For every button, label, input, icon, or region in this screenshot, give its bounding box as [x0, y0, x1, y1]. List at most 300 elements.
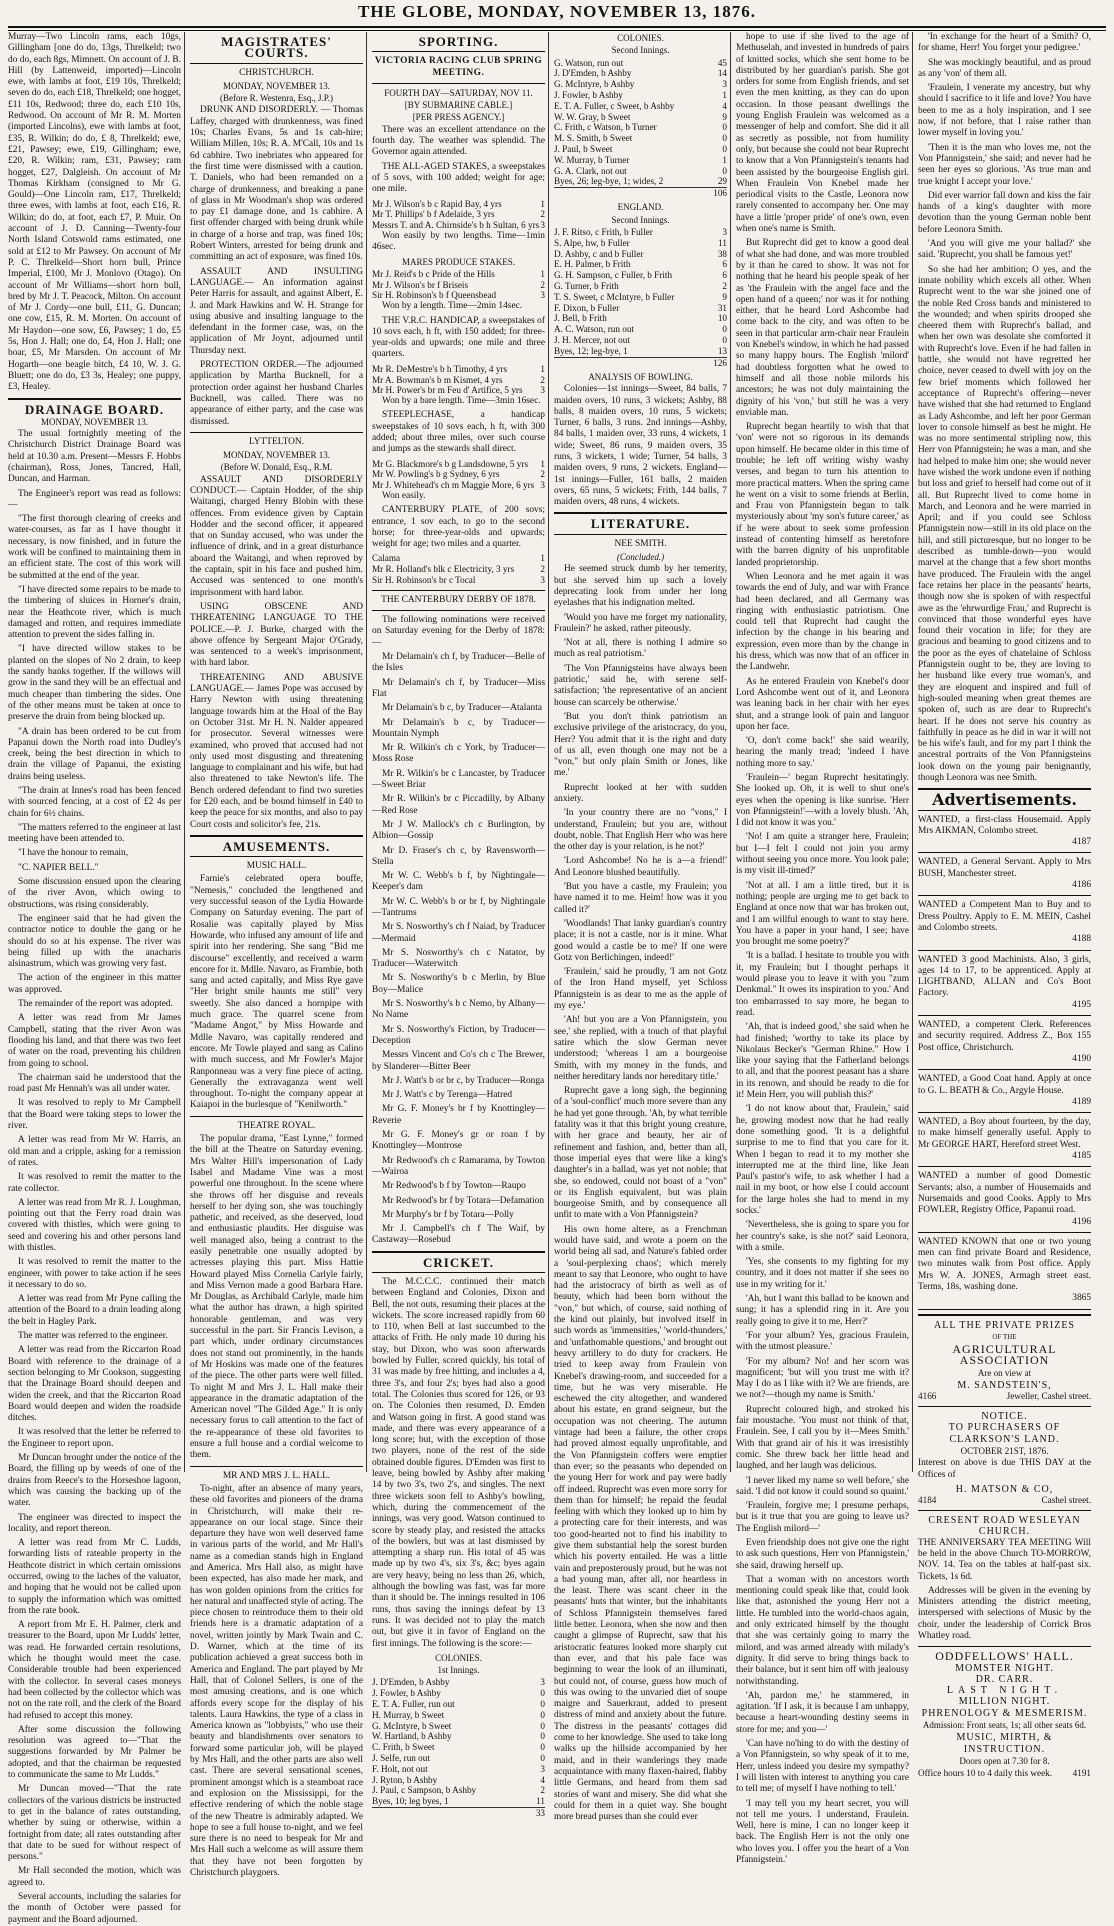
- paragraph: Mr G. F. Money's br f by Knottingley—Reverie: [372, 1104, 545, 1126]
- result-name: W. W. Gray, b Sweet: [554, 111, 631, 122]
- paragraph: 'Ah, pardon me,' he stammered, in agitation. 'If I ask, it is because I am unhappy, because a heart-wounding destiny seems in store for me; and you—': [736, 1690, 909, 1735]
- paragraph: It was resolved that the letter be referred to the Engineer to report upon.: [8, 1427, 181, 1449]
- paragraph: Mr R. Wilkin's br c Lancaster, by Traducer—Sweet Briar: [372, 768, 545, 791]
- paragraph: "I have directed some repairs to be made to the timbering of sluices in Horner's drain, near the Heathcote river, which is much damaged and rotten, and requires immediate attention to prevent the sides falling in.: [8, 584, 181, 641]
- paragraph: Mr R. Wilkin's br c Piccadilly, by Albany—Red Rose: [372, 794, 545, 816]
- result-row: [372, 469, 545, 480]
- first-innings-total: 33: [372, 1807, 545, 1819]
- result-value: 0: [722, 133, 727, 144]
- england-scores: [554, 227, 727, 357]
- result-row: [554, 68, 727, 79]
- ad-text: WANTED, a first-class Housemaid. Apply Mrs AIKMAN, Colombo street.: [918, 814, 1091, 836]
- ad-rule: [918, 1232, 1091, 1233]
- result-row: [372, 280, 545, 291]
- section-rule: [554, 534, 727, 535]
- prizes-line-1: ALL THE PRIVATE PRIZES: [934, 1319, 1075, 1331]
- christchurch-body: [190, 105, 363, 427]
- prizes-line-3: AGRICULTURAL ASSOCIATION: [952, 1342, 1057, 1368]
- column-divider: [548, 32, 549, 1472]
- oddfellows-line-3: LAST NIGHT.: [946, 1685, 1063, 1697]
- result-row: [554, 259, 727, 270]
- result-row: [372, 1677, 545, 1688]
- paragraph: Mr J. Watt's b or br c, by Traducer—Ronga: [382, 1075, 545, 1086]
- paragraph: Mr G. F. Money's gr or roan f by Knottingley—Montrose: [372, 1130, 545, 1152]
- result-name: G. Watson, run out: [554, 57, 624, 68]
- result-row: [554, 58, 727, 69]
- paragraph: USING OBSCENE AND THREATENING LANGUAGE TO THE POLICE.—P. J. Burke, charged with the above offence by Sergeant Major O'Grady, was sentenced to a week's imprisonment, with hard labor.: [190, 601, 363, 669]
- christchurch-date: MONDAY, NOVEMBER 13.: [222, 80, 330, 91]
- paragraph: Messrs Vincent and Co's ch c The Brewer, by Slanderer—Bitter Beer: [372, 1050, 545, 1072]
- result-row: [554, 133, 727, 144]
- story-conclusion: [918, 32, 1091, 784]
- ad-rule: [918, 1015, 1091, 1016]
- ad-number: 4196: [1072, 1216, 1091, 1227]
- result-row: [554, 346, 727, 357]
- result-row: [554, 249, 727, 260]
- result-name: Byes, 26; leg-bye, 1; wides, 2: [554, 176, 664, 187]
- vrc-by-agency: [PER PRESS AGENCY.]: [412, 112, 505, 123]
- result-value: 11: [718, 237, 727, 248]
- second-innings-head: Second Innings.: [611, 45, 670, 56]
- paragraph: 'Can have no'hing to do with the destiny of a Von Pfannigstein, so why speak of it to me, Herr, unless indeed you desire my sympathy? I will listen with interest to anything you care to tell me; of myself I have nothing to tell.': [736, 1739, 909, 1795]
- result-row: [554, 144, 727, 155]
- steeple-results: [372, 459, 545, 491]
- column-5: [736, 32, 909, 1866]
- paragraph: A letter was read from Mr James Campbell, stating that the river Avon was flooding his land, and that there was two feet of water on the road, preventing his children from going to school.: [8, 1013, 181, 1069]
- paragraph: 'In your country there are no "vons," I understand, Fraulein; but you are, without doubt, noble. That English Herr who was here the other day is your relation, is he not?': [554, 808, 727, 853]
- magistrates-title: MAGISTRATES' COURTS.: [221, 34, 332, 61]
- result-value: 3: [540, 290, 545, 301]
- ad-rule: [918, 1309, 1091, 1310]
- lyttelton-body: [190, 475, 363, 831]
- oddfellows-line-7: MUSIC, MIRTH, & INSTRUCTION.: [956, 1732, 1053, 1755]
- sporting-title: SPORTING.: [418, 34, 499, 49]
- classified-ad: [918, 1020, 1091, 1070]
- paragraph: Mr S. Nosworthy's Fiction, by Traducer—Deception: [372, 1024, 545, 1046]
- ad-text: WANTED 3 good Machinists. Also, 3 girls, ages 14 to 17, to be apprenticed. Apply at LIGHTBAND, ALLAN and Co's Boot Factory.: [918, 954, 1091, 999]
- paragraph: Mr S. Nosworthy's b c Nemo, by Albany—No Name: [372, 999, 545, 1021]
- result-row: [554, 270, 727, 281]
- result-row: [554, 303, 727, 314]
- result-value: 2: [540, 279, 545, 290]
- colonies-second-scores: [554, 58, 727, 188]
- paragraph: 'Fraulein,' said he proudly, 'I am not Gotz of the Iron Hand myself, yet Schloss Pfannigstein is as dear to me as the apple of my eye.': [554, 967, 727, 1012]
- paragraph: It was resolved to remit the matter to the engineer, with power to take action if he sees it necessary to do so.: [8, 1257, 181, 1290]
- oddfellows-head: ODDFELLOWS' HALL.: [935, 1649, 1074, 1664]
- column-6: [918, 32, 1091, 1779]
- paragraph: A letter was read from Mr C. Ludds, forwarding lists of rateable property in the Heathcote district in which certain omissions occurred, owing to the laches of the valuator, and hoping that he would not be called upon to supply the information which was omitted from the rate book.: [8, 1538, 181, 1616]
- result-name: Mr R. Holland's blk c Electricity, 3 yrs: [372, 564, 515, 575]
- paragraph: Ruprecht gave a long sigh, the beginning of a 'soul-conflict' much more severe than any he had yet gone through. 'Ah, by what terrible fatality was it that this bright young creature, with her grace and beauty, her air of refinement and fashion, and, better than all, those imperial eyes that were like a king's daughter's in a ballad, was yet not noble; that she, so endowed, could not boast of a "von" or its English equivalent, but was plain bourgeoise Smith, and by consequence all unfit to mate with a Von Pfannigstein?: [554, 1086, 727, 1221]
- paragraph: A letter was read from Mr Pyne calling the attention of the Board to a drain leading along the belt in Hagley Park.: [8, 1294, 181, 1327]
- paragraph: Mr Murphy's br f by Totara—Polly: [382, 1209, 514, 1220]
- ad-number: 4189: [1072, 1096, 1091, 1107]
- result-name: H. Murray, b Sweet: [372, 1709, 445, 1720]
- section-rule: [372, 590, 545, 591]
- paragraph: ASSAULT AND INSULTING LANGUAGE.— An information against Peter Harris for assault, and against Albert, E. J. and Mark Hawkins and W. H. Strange for using abusive and insulting language to the defendant in the former case, was, on the application of Mr Joynt, adjourned until Thursday next.: [190, 266, 363, 356]
- notice-firm: H. MATSON & CO,: [955, 1483, 1054, 1495]
- ad-rule: [918, 1112, 1091, 1113]
- paragraph: PROTECTION ORDER.—The adjourned application by Martha Bucknell, for a protection order against her husband Charles Bucknell, was called. There was no appearance of either party, and the case was dismissed.: [190, 360, 363, 427]
- result-value: 0: [540, 1742, 545, 1753]
- paragraph: So she had her ambition; O yes, and the innate nobility which excels all other. When Ruprecht went to the war she joined one of the noble Red Cross bands and ministered to the wounded; and when spirits drooped she cheered them with Ruprecht's ballad, and when her own was desolate she comforted it with Ruprecht's love. Even if he had fallen in battle, she would not have regretted her choice, never ceased to dwell with joy on the few brief moments which followed her acceptance of Ruprecht's offering—never have wished that she had returned to England as Lady Ashcombe, and left her poor German lover to console himself as best he might. He was no more sentimental stripling now, this Herr von Pfannigstein; he was a man, and she had helped to make him one; she would never have wished the work undone even if nothing but loss and grief to herself had come out of it all. But Ruprecht lived to come home in March, and Leonora and he were married in April; and if you could see Schloss Pfannigstein now—still in its old place on the hill, and still picturesque, but no longer to be described as tumble-down—you would marvel at the change that a few short months have produced. The Fraulein with the angel face retains her place in the peasants' hearts, though now she is spoken of with respectful awe as the 'ehrwurdige Frau,' and Ruprecht is convinced that those wonderful eyes have found their vocation in life; for they are gracious and beaming to good citizens and to the poor as the eyes of chatelaine of Schloss Pfannigstein ought to be, they are loving to her husband like every true woman's, and they are eloquent and inspired and full of high-souled meaning when great themes are spoken of, such as are dear to Ruprecht's heart. If he does not serve his country as faithfully in peace as he did in war it will not be his wife's fault, and for my part I think the ancestral portraits of the Von Pfannigsteins look down on the young pair benignantly, though Leonora was nee Smith.: [918, 264, 1091, 783]
- result-name: S. Alpe, hw, b Fuller: [554, 237, 630, 248]
- result-row: [372, 1710, 545, 1721]
- result-row: [372, 1764, 545, 1775]
- paragraph: 'Fraulein, forgive me; I presume perhaps, but is it true that you are going to leave us? The English milord—': [736, 1501, 909, 1534]
- result-name: Mr J. Wilson's br f Briseis: [372, 279, 469, 290]
- paragraph: Mr Hall seconded the motion, which was agreed to.: [8, 1866, 181, 1888]
- notice-date: OCTOBER 21ST, 1876.: [960, 1446, 1049, 1457]
- paragraph: Mr R. Wilkin's ch c York, by Traducer—Moss Rose: [372, 743, 545, 765]
- result-name: J. Fowler, b Ashby: [372, 1688, 441, 1699]
- section-rule: [372, 1251, 545, 1253]
- theatre-royal-body: [190, 1134, 363, 1462]
- paragraph: The engineer was directed to inspect the locality, and report thereon.: [8, 1512, 181, 1534]
- result-name: J. F. Ritso, c Frith, b Fuller: [554, 227, 653, 238]
- result-value: 45: [717, 57, 727, 68]
- ad-text: WANTED, a competent Clerk. References and security required. Address Z., Box 155 Post office, Christchurch.: [918, 1020, 1091, 1053]
- result-name: Mr R. DeMestre's b h Timothy, 4 yrs: [372, 363, 508, 374]
- result-row: [372, 290, 545, 301]
- result-value: 0: [722, 335, 727, 346]
- vrc-head: VICTORIA RACING CLUB SPRING MEETING.: [374, 56, 543, 78]
- result-row: [372, 385, 545, 396]
- result-value: 0: [540, 1709, 545, 1720]
- result-value: 0: [540, 1720, 545, 1731]
- masthead: THE GLOBE, MONDAY, NOVEMBER 13, 1876.: [358, 2, 756, 21]
- paragraph: A letter was read from Mr R. J. Loughman, pointing out that the Ferry road drain was covered with thistles, which were going to seed and covering his and other persons land with thistles.: [8, 1197, 181, 1253]
- paragraph: The chairman said he understood that the road past Mr Hennah's was all under water.: [8, 1072, 181, 1095]
- result-name: Mr G. Blackmore's b g Landsdowne, 5 yrs: [372, 458, 529, 469]
- result-name: Calama: [372, 553, 401, 564]
- section-rule: [190, 63, 363, 64]
- result-name: J. Selfe, run out: [372, 1752, 430, 1763]
- paragraph: After some discussion the following resolution was agreed to—"That the suggestions forwarded by Mr Palmer be adopted, and that the chairman be requested to communicate the same to Mr Ludds.": [8, 1724, 181, 1781]
- england-head: ENGLAND.: [617, 202, 664, 213]
- classified-ad: [918, 857, 1091, 896]
- result-row: [372, 459, 545, 470]
- section-rule: [554, 512, 727, 514]
- result-value: 0: [722, 143, 727, 154]
- oddfellows-number: 4191: [1072, 1768, 1091, 1779]
- prizes-line-2: OF THE: [992, 1332, 1017, 1341]
- paragraph: It was resolved to remit the matter to the rate collector.: [8, 1172, 181, 1194]
- paragraph: Farnie's celebrated opera bouffe, "Nemesis," concluded the lengthened and very successful season of the Lydia Howarde Company on Saturday evening. The part of Rosalie was capitally played by Miss Howarde, who infused any amount of life and spirit into her rendering. She sang "Bid me discourse" excellently, and received a warm encore for it. Mdlle. Navaro, as Frambie, both sang and acted capitally, and Miss Rye gave "Her bright smile haunts me still" very sweetly. She also danced a hornpipe with much grace. The quarrel scene from "Madame Angot," by Miss Howarde and Mdlle Navaro, was capitally rendered and encore. Mr Towle played and sang as Calino with much success, and Mr Fowler's Major Ranponneau was a very fine piece of acting. Generally the extravaganza went well throughout. To-night the company appear at Kaiapoi in the burlesque of "Kenilworth.": [190, 874, 363, 1111]
- mares-won: Won by a length. Time—2min 14sec.: [382, 301, 523, 312]
- paragraph: Mr W. C. Webb's b or br f, by Nightingale—Tantrums: [372, 896, 545, 918]
- result-row: [554, 101, 727, 112]
- theatre-royal-head: THEATRE ROYAL.: [237, 1120, 316, 1131]
- cricket-title: CRICKET.: [423, 1254, 494, 1270]
- derby-nominations: [372, 652, 545, 1247]
- result-name: M. S. Smith, b Sweet: [554, 133, 633, 144]
- lyttelton-head: LYTTELTON.: [248, 436, 305, 447]
- result-value: 2: [540, 374, 545, 385]
- music-hall-body: [190, 874, 363, 1111]
- result-row: [372, 1688, 545, 1699]
- paragraph: The usual fortnightly meeting of the Christchurch District Drainage Board was held at 10.30 a.m. Present—Messrs F. Hobbs (chairman), Ross, Jones, Tancred, Hall, Duncan, and Harman.: [8, 429, 181, 485]
- paragraph: Mr S. Nosworthy's ch c Natator, by Traducer—Waterwitch: [372, 947, 545, 970]
- result-value: 3: [722, 79, 727, 90]
- ad-number: 4185: [1072, 1151, 1091, 1162]
- story-continued: [736, 32, 909, 1866]
- colonies-second-total: 106: [554, 187, 727, 199]
- result-row: [554, 281, 727, 292]
- handicap-won: Won by a bare length. Time—3min 16sec.: [382, 396, 541, 407]
- result-value: 0: [722, 324, 727, 335]
- result-row: [554, 166, 727, 177]
- ad-rule: [918, 1069, 1091, 1070]
- result-name: E. H. Palmer, b Frith: [554, 259, 631, 270]
- england-innings-head: Second Innings.: [611, 214, 670, 225]
- result-value: 1: [540, 363, 545, 374]
- result-value: 4: [540, 1774, 545, 1785]
- paragraph: THREATENING AND ABUSIVE LANGUAGE.— James Pope was accused by Harry Newton with using threatening language towards him at the Hoal of the Bay on October 31st. Mr H. N. Nalder appeared for prosecutor. Several witnesses were examined, who proved that accused had not only used most disgusting and threatening language to complainant and his wife, but had also threatened to take Newton's life. The Bench ordered defendant to find two sureties for £20 each, and be bound himself in £40 to keep the peace for six months, and also to pay Court costs and solicitor's fee, 21s.: [190, 672, 363, 830]
- result-name: J. H. Mercer, not out: [554, 335, 630, 346]
- paragraph: He seemed struck dumb by her temerity, but she served him up such a lovely deprecating look from under her long eyelashes that his indignation melted.: [554, 564, 727, 609]
- result-name: A. C. Watson, run out: [554, 324, 634, 335]
- ad-number: 4190: [1072, 1053, 1091, 1064]
- paragraph: Mr Redwood's ch c Ramarama, by Towton—Wairoa: [372, 1155, 545, 1177]
- drainage-body: [8, 429, 181, 1926]
- bowling-head: ANALYSIS OF BOWLING.: [588, 371, 693, 382]
- result-row: [554, 112, 727, 123]
- literature-title: LITERATURE.: [590, 516, 691, 532]
- paragraph: Ruprecht looked at her with sudden anxiety.: [554, 782, 727, 804]
- paragraph: Mr Delamain's ch f, by Traducer—Miss Flat: [372, 677, 545, 699]
- paragraph: 'Ah, that is indeed good,' she said when he had finished; 'worthy to take its place by Nikolaus Becker's "German Rhine." How I like your saying that the Fatherland belongs to all, and that the poorest peasant has a share in its renown, and should be ready to die for it! Mein Herr, you will publish this?': [736, 1022, 909, 1101]
- paragraph: It was resolved to reply to Mr Campbell that the Board were taking steps to lower the river.: [8, 1098, 181, 1132]
- paragraph: 'In exchange for the heart of a Smith? O, for shame, Herr! You forget your pedigree.': [918, 32, 1091, 54]
- paragraph: Mr Delamain's ch f, by Traducer—Belle of the Isles: [372, 652, 545, 674]
- result-row: [372, 575, 545, 586]
- result-name: E. T. A. Fuller, c Sweet, b Ashby: [554, 100, 675, 111]
- result-row: [554, 227, 727, 238]
- paragraph: 'But you have a castle, my Fraulein; you have named it to me. Heim! how was it you called it?': [554, 882, 727, 915]
- paragraph: Some discussion ensued upon the clearing of the river Avon, which owing to obstructions, was rising considerably.: [8, 877, 181, 910]
- paragraph: The remainder of the report was adopted.: [18, 999, 173, 1010]
- paragraph: 'The Von Pfannigsteins have always been patriotic,' said he, with serene self-satisfaction; 'the representative of an ancient house can scarcely be otherwise.': [554, 663, 727, 708]
- paragraph: Mr Duncan moved—"That the rate collectors of the various districts be instructed to get in the balance of rates outstanding, whether by suing or otherwise, within a fortnight from date; all rates outstanding after that date to be sued for without respect of persons.": [8, 1784, 181, 1863]
- masthead-rule: [8, 26, 1106, 31]
- oddfellows-line-9: Office hours 10 to 4 daily this week.: [918, 1768, 1053, 1779]
- paragraph: Ruprecht coloured high, and stroked his fair moustache. 'You must not think of that, Fraulein. See, I call you by it—Mees Smith.' With that grand air of his it was irresistibly comic. She threw back her little head and laughed, and her laugh was delicious.: [736, 1404, 909, 1472]
- prizes-line-4: Are on view at: [977, 1367, 1032, 1378]
- column-4: [554, 32, 727, 1823]
- result-name: Sir H. Robinson's br c Tocal: [372, 575, 476, 586]
- result-name: J. Paul, c Sampson, b Ashby: [372, 1785, 477, 1796]
- vrc-handicap-desc: THE V.R.C. HANDICAP, a sweepstakes of 10 sovs each, h ft, with 150 added; for three-year-olds and upwards; one mile and three quarters.: [372, 315, 545, 360]
- plate-desc: CANTERBURY PLATE, of 200 sovs; entrance, 1 sov each, to go to the second horse; for three-year-olds and upwards; weight for age; two miles and a quarter.: [372, 505, 545, 550]
- paragraph: 'Yes, she consents to my fighting for my country, and it does not matter if she sees no use in my writing for it.': [736, 1257, 909, 1290]
- result-value: 0: [722, 122, 727, 133]
- hall-head: MR AND MRS J. L. HALL.: [222, 1470, 331, 1481]
- paragraph: 'Ah! but you are a Von Pfannigstein, you see,' she replied, with a touch of that playful satire which the slow German never understood; 'whereas I am a bourgeoise Smith, with my money in the funds, and neither hereditary lands nor hereditary title.': [554, 1015, 727, 1082]
- england-total: 126: [554, 357, 727, 369]
- paragraph: Mr J. Watt's c by Terenga—Hatred: [382, 1090, 513, 1101]
- paragraph: Several accounts, including the salaries for the month of October were passed for payment and the Board adjourned.: [8, 1892, 181, 1925]
- oddfellows-line-8: Doors open at 7.30 for 8.: [959, 1755, 1050, 1766]
- paragraph: But Ruprecht did get to know a good deal of what she had done, and was more troubled by it than he cared to show. It was not for nothing that he heard his people speak of her as 'the Fraulein with the angel face and the open hand of a queen;' nor was it for nothing either, that he heard Lord Ashcombe had come back to the city, and was often to be seen in that particular arm-chair near Fraulein von Knebel's window, in which he had passed so many happy hours. The English 'milord' had doubtless forgotten what he owed to himself and all those noble milords his ancestors; he was not duly maintaining the dignity of his 'von,' but still he was a very enviable man.: [736, 238, 909, 418]
- result-row: [554, 155, 727, 166]
- column-3: [372, 32, 545, 1818]
- paragraph: 'I do not know about that, Fraulein,' said he, growing modest now that he had really done something good. 'It is a delightful surprise to me to find that you care for it. When I began to read it to my mother she interrupted me at the third line, like Jean Paul's pastor's wife, to ask whether I had a nail in my boot, or how else I could account for the large holes she had to mend in my socks.': [736, 1104, 909, 1216]
- result-value: 0: [540, 1698, 545, 1709]
- paragraph: Mr W. C. Webb's b f, by Nightingale—Keeper's dam: [372, 871, 545, 893]
- result-row: [372, 1785, 545, 1796]
- paragraph: The popular drama, "East Lynne," formed the bill at the Theatre on Saturday evening. Mrs Walter Hill's impersonation of Lady Isabel and Madame Vine was a most powerful one throughout. In the scene where she throws off her disguise and reveals herself to her dying son, she was touchingly pathetic, and received, as she deserved, loud and enthusiastic plaudits. Her disguise was well managed also, being a contrast to the easily penetrable one usually adopted by actresses playing this part. Miss Hattie Howard played Miss Cornelia Carlyle fairly, and Miss Vernon made a good Barbara Hare. Mr Douglas, as Archibald Carlyle, made him what the author has drawn, a high spirited honorable gentleman, and was very successful in the part. Sir Francis Levison, a part which, under ordinary circumstances does not stand out prominently, in the hands of Mr Hoskins was made one of the features of the piece. The other parts were well filled. To night M and Mrs J. L. Hall make their appearance in the dramatic adaptation of the American novel "The Gilded Age." It is only necessary forus to call attention to the fact of the re-appearance of these old favorites to ensure a full house and a cordial welcome to them.: [190, 1134, 363, 1461]
- notice-body: Interest on above is due THIS DAY at the Offices of: [918, 1458, 1091, 1480]
- paragraph: Mr Delamain's b c, by Traducer—Atalanta: [382, 703, 542, 714]
- classified-ad: [918, 900, 1091, 950]
- result-value: 1: [540, 198, 545, 209]
- result-row: [372, 375, 545, 386]
- paragraph: A report from Mr E. H. Palmer, clerk and treasurer to the Board, upon Mr Ludds' letter, was read. He forwarded certain resolutions, which he thought would meet the case. Considerable trouble had been experienced with the collector. In several cases moneys had been collected by the collector which was not on the rate roll, and the clerk of the Board had refused to accept this money.: [8, 1620, 181, 1721]
- result-value: 0: [540, 1731, 545, 1742]
- paragraph: Mr D. Fraser's ch c, by Ravensworth—Stella: [372, 845, 545, 867]
- section-rule: [190, 835, 363, 837]
- result-row: [372, 1731, 545, 1742]
- result-name: W. Murray, b Turner: [554, 154, 630, 165]
- result-row: [372, 1753, 545, 1764]
- result-name: Mr T. Phillips' b f Adelaide, 3 yrs: [372, 209, 495, 220]
- bowling-analysis: Colonies—1st innings—Sweet, 84 balls, 7 maiden overs, 10 runs, 3 wickets; Ashby, 88 balls, 8 maiden overs, 10 runs, 5 wickets; Turner, 6 balls, 3 runs. 2nd innings—Ashby, 84 balls, 1 maiden over, 33 runs, 4 wickets, 1 wide; Sweet, 86 runs, 9 maiden overs, 35 runs, 3 wickets, 1 wide; Turner, 54 balls, 3 maiden overs, 9 runs, 2 wickets. England—1st innings—Fuller, 161 balls, 2 maiden overs, 65 runs, 5 wickets; Frith, 144 balls, 7 maiden overs, 48 runs, 4 wickets.: [554, 384, 727, 508]
- result-row: [372, 480, 545, 491]
- result-value: 3: [722, 227, 727, 238]
- result-name: J. Paul, b Sweet: [554, 143, 613, 154]
- paragraph: 'Fraulein, I venerate my ancestry, but why should I sacrifice to it life and love? You have been to me as a holy inspiration, and I see now, if not before, that I raise rather than lower myself in loving you.': [918, 83, 1091, 139]
- classified-ad: [918, 1237, 1091, 1310]
- result-value: 9: [722, 291, 727, 302]
- paragraph: 'For your album? Yes, gracious Fraulein, with the utmost pleasure.': [736, 1330, 909, 1353]
- result-name: Mr A. Bowman's b m Kismet, 4 yrs: [372, 374, 503, 385]
- column-divider: [184, 32, 185, 1472]
- result-value: 1: [722, 89, 727, 100]
- classified-ad: [918, 815, 1091, 854]
- section-rule: [918, 1406, 1091, 1407]
- story-concluded: (Concluded.): [616, 552, 665, 563]
- amusements-title: AMUSEMENTS.: [222, 838, 331, 854]
- paragraph: hope to use if she lived to the age of Methuselah, and invested in hundreds of pairs of knitted socks, which she sent home to be distributed by her guardian's parish. She got orders for some from English friends, and set even the men knitting, as they can do upon occasion. In those peasant dwellings the young English Fraulein was welcomed as a messenger of help and comfort. She did it all as secretly as possible, not from humility only, but because she could not bear Ruprecht to know that a Von Pfannigstein's tenants had been assisted by the bourgeoise English girl. When Fraulein Von Knebel made her periodical visits to the Castle, Leonora now rarely consented to accompany her. One may have a little 'proper pride' of one's own, even when one's name is Smith.: [736, 32, 909, 235]
- section-rule: [372, 610, 545, 611]
- story-body: [554, 564, 727, 1823]
- notice-number: 4184: [918, 1495, 937, 1506]
- hall-body: [190, 1484, 363, 1879]
- result-row: [372, 269, 545, 280]
- result-value: 2: [540, 469, 545, 480]
- paragraph: 'I may tell you my heart secret, you will not tell me yours. I understand, Fraulein. Well, here is mine, I can no longer keep it back. The English Herr is not the only one who loves you. I offer you the heart of a Von Pfannigstein.': [736, 1798, 909, 1866]
- oddfellows-line-2: DR. CARR.: [975, 1673, 1034, 1685]
- result-name: Mr J. Wilson's b c Rapid Bay, 4 yrs: [372, 198, 502, 209]
- paragraph: 'Not at all, there is nothing I admire so much as real patriotism.': [554, 638, 727, 660]
- result-name: J. D'Emden, b Ashby: [554, 68, 632, 79]
- paragraph: 'Ah, but I want this ballad to be known and sung; it has a splendid ring in it. Are you really going to give it to me, Herr?': [736, 1294, 909, 1327]
- result-name: J. Fowler, b Ashby: [554, 89, 623, 100]
- notice-head: TO PURCHASERS OF CLARKSON'S LAND.: [948, 1422, 1061, 1445]
- paragraph: 'Nevertheless, she is going to spare you for her country's sake, is she not?' said Leonora, with a smile.: [736, 1220, 909, 1253]
- result-name: Messrs T. and A. Chirnside's b h Sultan, 6 yrs: [372, 220, 540, 231]
- result-name: F. Holt, not out: [372, 1763, 428, 1774]
- column-1: [8, 32, 181, 1925]
- section-rule: [918, 1314, 1091, 1316]
- drainage-date: MONDAY, NOVEMBER 13.: [40, 416, 148, 427]
- result-value: 2: [722, 281, 727, 292]
- result-value: 3: [540, 1763, 545, 1774]
- result-name: Mr J. Reid's b c Pride of the Hills: [372, 268, 495, 279]
- paragraph: The Engineer's report was read as follows:—: [8, 488, 181, 510]
- classified-ad: [918, 955, 1091, 1016]
- result-name: D. Ashby, c and b Fuller: [554, 248, 644, 259]
- result-value: 3: [540, 480, 545, 491]
- ad-rule: [918, 852, 1091, 853]
- result-name: Mr W. Powling's b g Sydney, 6 yrs: [372, 469, 500, 480]
- first-innings-scores: [372, 1677, 545, 1807]
- result-row: [372, 199, 545, 210]
- result-row: [372, 1742, 545, 1753]
- colonies-head: COLONIES.: [435, 1652, 482, 1663]
- ad-number: 4188: [1072, 934, 1091, 945]
- result-row: [372, 364, 545, 375]
- paragraph: 'Woodlands! That lanky guardian's country place; it is not a castle, nor is it mine. What good would a castle be to me? If one were Gotz von Berlichingen, indeed!': [554, 918, 727, 963]
- paragraph: Did ever warrior fall down and kiss the fair hands of a king's daughter with more devotion than the young German noble bent before Leonora Smith.: [918, 190, 1091, 235]
- result-name: G. Turner, b Frith: [554, 281, 619, 292]
- paragraph: Mr S. Nosworthy's b c Merlin, by Blue Boy—Malice: [372, 973, 545, 995]
- section-rule: [190, 856, 363, 857]
- prizes-line-6: Jeweller, Cashel street.: [1006, 1391, 1091, 1402]
- result-name: J. Ryton, b Ashby: [372, 1774, 438, 1785]
- ad-text: WANTED KNOWN that one or two young men can find private Board and Residence, two minutes walk from Post office. Apply Mrs W. A. JONES, Armagh street east. Terms, 18s, washing done.: [918, 1236, 1091, 1292]
- ad-number: 4186: [1072, 880, 1091, 891]
- paragraph: When Leonora and he met again it was towards the end of July, and war with France had been declared, and all Germany was ringing with enthusiastic patriotism. One could tell that Ruprecht had caught the infection by the change in his bearing and expression, even more than by the change in his dress, which was now that of an officer in the Landwehr.: [736, 571, 909, 673]
- ad-rule: [918, 950, 1091, 951]
- paragraph: Mr Redwood's b f by Towton—Raupo: [382, 1181, 526, 1192]
- paragraph: "The first thorough clearing of creeks and water-courses, as far as I have thought it necessary, is now finished, and in future the work will be confined to maintaining them in an efficient state. The cost of this work will be submitted at the end of the year.: [8, 514, 181, 581]
- paragraph: 'Fraulein—' began Ruprecht hesitatingly. She looked up. Oh, it is well to shut one's eyes when the opening is like sunrise. 'Herr von Pfannigstein!'—with a lovely blush. 'Ah, I did not know it was you.': [736, 773, 909, 829]
- result-value: 0: [540, 1688, 545, 1699]
- result-row: [554, 335, 727, 346]
- plate-results: [372, 553, 545, 585]
- result-value: 1: [540, 268, 545, 279]
- oddfellows-line-6: Admission: Front seats, 1s; all other seats 6d.: [922, 1720, 1087, 1731]
- paragraph: 'And you will give me your ballad?' she said. 'Ruprecht, you shall be famous yet!': [918, 239, 1091, 261]
- result-value: 3: [540, 385, 545, 396]
- music-hall-head: MUSIC HALL.: [246, 861, 307, 872]
- oddfellows-line-5: PHRENOLOGY & MESMERISM.: [921, 1707, 1088, 1719]
- prizes-number: 4166: [918, 1391, 937, 1402]
- result-name: G. McIntyre, b Sweet: [372, 1720, 452, 1731]
- paragraph: The matter was referred to the engineer.: [18, 1331, 168, 1342]
- result-row: [554, 79, 727, 90]
- church-body-2: Addresses will be given in the evening by Ministers attending the district meeting, interspersed with selections of Music by the choir, under the leadership of Corrick Bros Whatley road.: [918, 1585, 1091, 1641]
- classified-ad: [918, 1117, 1091, 1167]
- section-rule: [8, 398, 181, 400]
- result-row: [554, 122, 727, 133]
- result-value: 1: [722, 154, 727, 165]
- ad-rule: [918, 1166, 1091, 1167]
- result-name: Byes, 12; leg-bye, 1: [554, 345, 628, 356]
- result-value: 3: [540, 220, 545, 231]
- church-body: THE ANNIVERSARY TEA MEETING Will be held in the above Church TO-MORROW, NOV. 14. Tea on the tables at half-past six. Tickets, 1s 6d.: [918, 1537, 1091, 1582]
- first-innings-head: 1st Innings.: [437, 1665, 480, 1676]
- paragraph: Mr Redwood's br f by Totara—Defamation: [382, 1195, 545, 1206]
- paragraph: That a woman with no ancestors worth mentioning could speak like that, could look like that, astonished the young Herr not a little. He tumbled into the world-chaos again, and only extricated himself by the thought that she was certainly going to marry the milord, and was armed already with milady's dignity. It did serve to bring things back to their balance, but it sent him off with jealousy notwithstanding.: [736, 1574, 909, 1687]
- christchurch-bench: (Before R. Westenra, Esq., J.P.): [219, 93, 334, 104]
- section-rule: [190, 432, 363, 433]
- section-rule: [190, 1466, 363, 1467]
- result-row: [554, 90, 727, 101]
- result-row: [554, 238, 727, 249]
